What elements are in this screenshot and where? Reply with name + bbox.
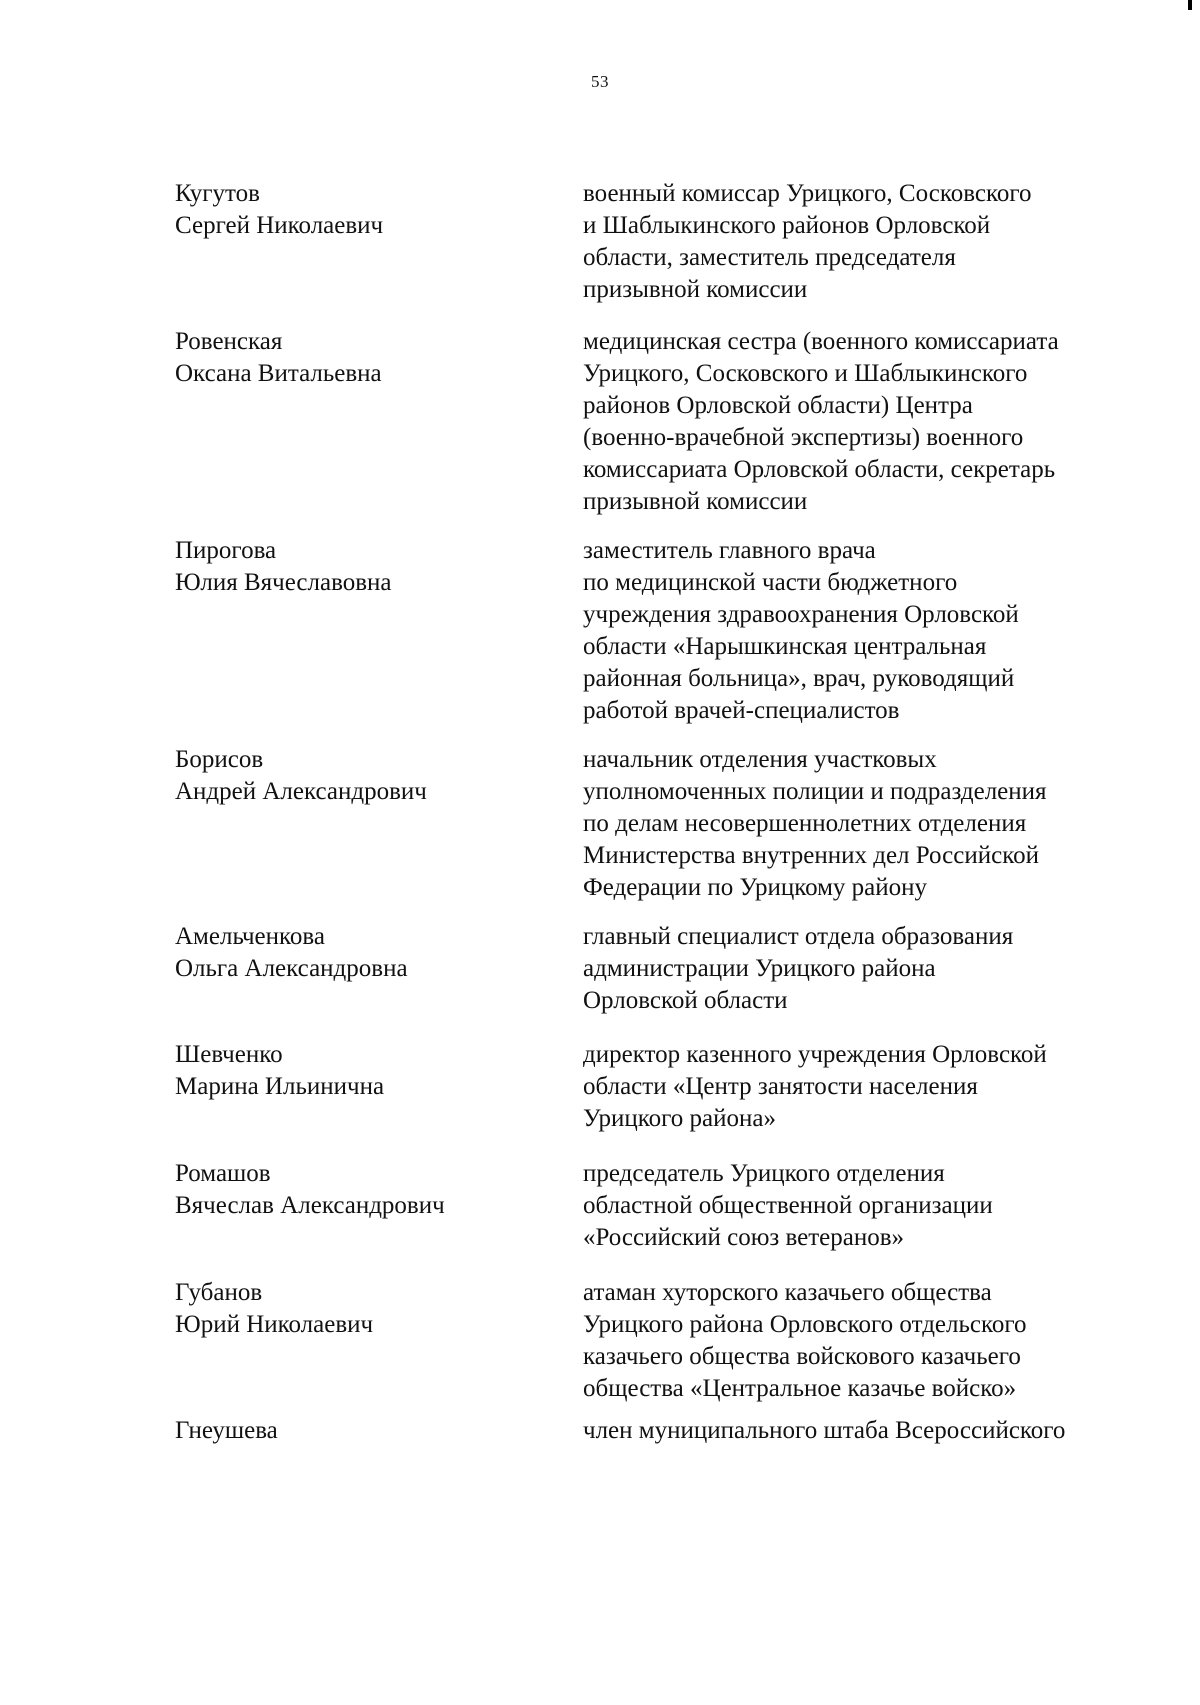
role-line: учреждения здравоохранения Орловской: [583, 601, 1019, 628]
member-role: [583, 1415, 1143, 1447]
role-line: Урицкого, Сосковского и Шаблыкинского: [583, 360, 1028, 387]
role-line: «Российский союз ветеранов»: [583, 1224, 905, 1251]
member-given-name: Сергей Николаевич: [175, 212, 384, 239]
member-surname: Гнеушева: [175, 1417, 278, 1444]
member-name: [175, 921, 555, 985]
member-role: [583, 535, 1143, 727]
member-name: [175, 326, 555, 390]
role-line: районная больница», врач, руководящий: [583, 665, 1015, 692]
member-role: [583, 744, 1143, 904]
member-given-name: Ольга Александровна: [175, 955, 408, 982]
role-line: главный специалист отдела образования: [583, 923, 1014, 950]
role-line: области «Центр занятости населения: [583, 1073, 978, 1100]
role-line: призывной комиссии: [583, 276, 808, 303]
member-role: [583, 1158, 1143, 1254]
member-name: [175, 744, 555, 808]
role-line: Орловской области: [583, 987, 788, 1014]
member-name: [175, 1039, 555, 1103]
role-line: комиссариата Орловской области, секретарь: [583, 456, 1056, 483]
role-line: председатель Урицкого отделения: [583, 1160, 945, 1187]
member-given-name: Оксана Витальевна: [175, 360, 382, 387]
role-line: военный комиссар Урицкого, Сосковского: [583, 180, 1032, 207]
role-line: (военно-врачебной экспертизы) военного: [583, 424, 1024, 451]
member-name: [175, 535, 555, 599]
role-line: областной общественной организации: [583, 1192, 993, 1219]
member-name: [175, 1277, 555, 1341]
role-line: по медицинской части бюджетного: [583, 569, 958, 596]
page-number: 53: [591, 72, 609, 91]
member-name: [175, 178, 555, 242]
role-line: член муниципального штаба Всероссийского: [583, 1417, 1066, 1444]
member-role: [583, 921, 1143, 1017]
scan-mark: [1188, 0, 1192, 10]
member-given-name: Юрий Николаевич: [175, 1311, 374, 1338]
role-line: по делам несовершеннолетних отделения: [583, 810, 1027, 837]
role-line: директор казенного учреждения Орловской: [583, 1041, 1047, 1068]
member-surname: Шевченко: [175, 1041, 283, 1068]
role-line: Министерства внутренних дел Российской: [583, 842, 1039, 869]
role-line: медицинская сестра (военного комиссариата: [583, 328, 1059, 355]
role-line: казачьего общества войскового казачьего: [583, 1343, 1021, 1370]
member-surname: Амельченкова: [175, 923, 325, 950]
member-given-name: Марина Ильинична: [175, 1073, 385, 1100]
role-line: призывной комиссии: [583, 488, 808, 515]
member-surname: Ровенская: [175, 328, 283, 355]
member-given-name: Вячеслав Александрович: [175, 1192, 445, 1219]
member-name: [175, 1158, 555, 1222]
member-role: [583, 326, 1143, 518]
role-line: начальник отделения участковых: [583, 746, 937, 773]
member-surname: Пирогова: [175, 537, 277, 564]
member-given-name: Андрей Александрович: [175, 778, 427, 805]
role-line: атаман хуторского казачьего общества: [583, 1279, 992, 1306]
member-surname: Губанов: [175, 1279, 263, 1306]
role-line: районов Орловской области) Центра: [583, 392, 973, 419]
role-line: общества «Центральное казачье войско»: [583, 1375, 1017, 1402]
role-line: и Шаблыкинского районов Орловской: [583, 212, 991, 239]
member-role: [583, 1039, 1143, 1135]
member-name: [175, 1415, 555, 1447]
role-line: Урицкого района Орловского отдельского: [583, 1311, 1027, 1338]
role-line: Федерации по Урицкому району: [583, 874, 928, 901]
member-role: [583, 178, 1143, 306]
member-surname: Кугутов: [175, 180, 260, 207]
role-line: администрации Урицкого района: [583, 955, 936, 982]
member-surname: Борисов: [175, 746, 264, 773]
role-line: уполномоченных полиции и подразделения: [583, 778, 1047, 805]
role-line: заместитель главного врача: [583, 537, 876, 564]
role-line: области «Нарышкинская центральная: [583, 633, 987, 660]
member-surname: Ромашов: [175, 1160, 271, 1187]
member-role: [583, 1277, 1143, 1405]
role-line: работой врачей-специалистов: [583, 697, 900, 724]
role-line: области, заместитель председателя: [583, 244, 956, 271]
role-line: Урицкого района»: [583, 1105, 776, 1132]
member-given-name: Юлия Вячеславовна: [175, 569, 392, 596]
